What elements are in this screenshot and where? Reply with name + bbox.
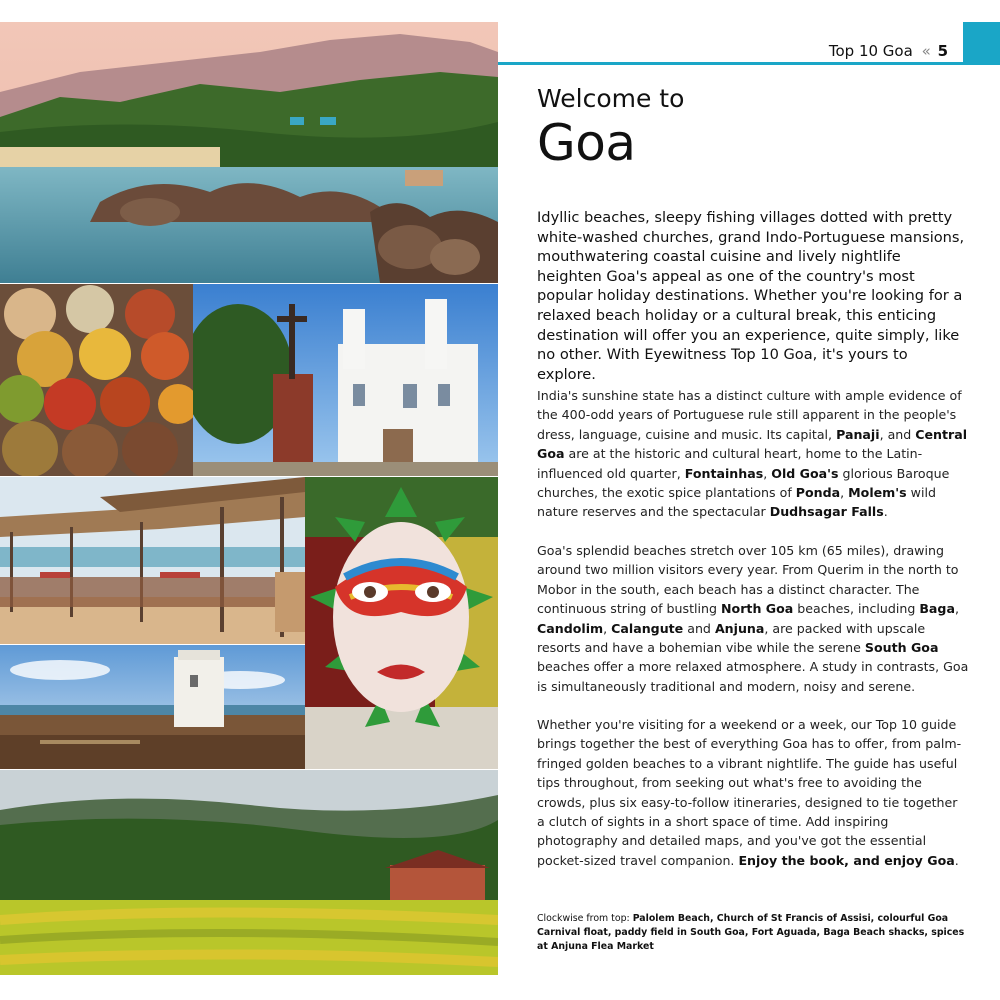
body-paragraph-guide: Whether you're visiting for a weekend or a week, our Top 10 guide brings together the best of everything Goa has to offer, from palm-fringed golden beaches to a vibrant nightlife. The guide has useful tips throughout, from seeking out what's free to avoiding the crowds, plus six easy-to-follow itineraries, designed to tie together a clutch of sights in a short space of time. Add inspiring photography and detailed maps, and you've got the essential pocket-sized travel companion. Enjoy the book, and enjoy Goa. — [537, 717, 962, 868]
photo-spices-market — [0, 284, 193, 476]
photo-baga-beach-shacks — [0, 477, 305, 644]
photo-church-st-francis — [193, 284, 498, 476]
lead-paragraph: Idyllic beaches, sleepy fishing villages dotted with pretty white-washed churches, grand Indo-Portuguese mansions, mouthwatering coastal cuisine and lively nightlife heighten Goa's appeal as one of the country's most popular holiday destinations. Whether you're looking for a relaxed beach holiday or a cultural break, this enticing destination will offer you an experience, quite simply, like no other. With Eyewitness Top 10 Goa, it's yours to explore. — [537, 209, 965, 383]
page-title: Goa — [537, 114, 636, 172]
chevron-left-icon: « — [921, 42, 929, 60]
photo-caption — [537, 912, 977, 954]
caption-items: Palolem Beach, Church of St Francis of Assisi, colourful Goa Carnival float, paddy field in South Goa, Fort Aguada, Baga Beach shacks, spices at Anjuna Flea Market — [537, 913, 965, 952]
running-header — [829, 42, 948, 60]
body-paragraph-beaches: Goa's splendid beaches stretch over 105 km (65 miles), drawing around two million visitors every year. From Querim in the north to Mobor in the south, each beach has a distinct character. The continuous string of bustling North Goa beaches, including Baga, Candolim, Calangute and Anjuna, are packed with upscale resorts and have a bohemian vibe while the serene South Goa beaches offer a more relaxed atmosphere. A study in contrasts, Goa is simultaneously traditional and modern, noisy and serene. — [537, 543, 969, 694]
photo-paddy-field — [0, 770, 498, 975]
photo-fort-aguada — [0, 645, 305, 769]
welcome-heading: Welcome to — [537, 84, 685, 113]
header-rule — [498, 62, 963, 65]
page-tab — [963, 22, 1000, 65]
caption-prefix: Clockwise from top: — [537, 913, 633, 924]
section-name: Top 10 Goa — [828, 42, 913, 60]
page-number: 5 — [937, 42, 948, 60]
photo-palolem-beach — [0, 22, 498, 283]
body-paragraph-culture: India's sunshine state has a distinct culture with ample evidence of the 400-odd years of Portuguese rule still apparent in the people's dress, language, cuisine and music. Its capital, Panaji, and Central Goa are at the historic and cultural heart, home to the Latin-influenced old quarter, Fontainhas, Old Goa's glorious Baroque churches, the exotic spice plantations of Ponda, Molem's wild nature reserves and the spectacular Dudhsagar Falls. — [537, 388, 968, 520]
photo-carnival-float — [305, 477, 498, 769]
